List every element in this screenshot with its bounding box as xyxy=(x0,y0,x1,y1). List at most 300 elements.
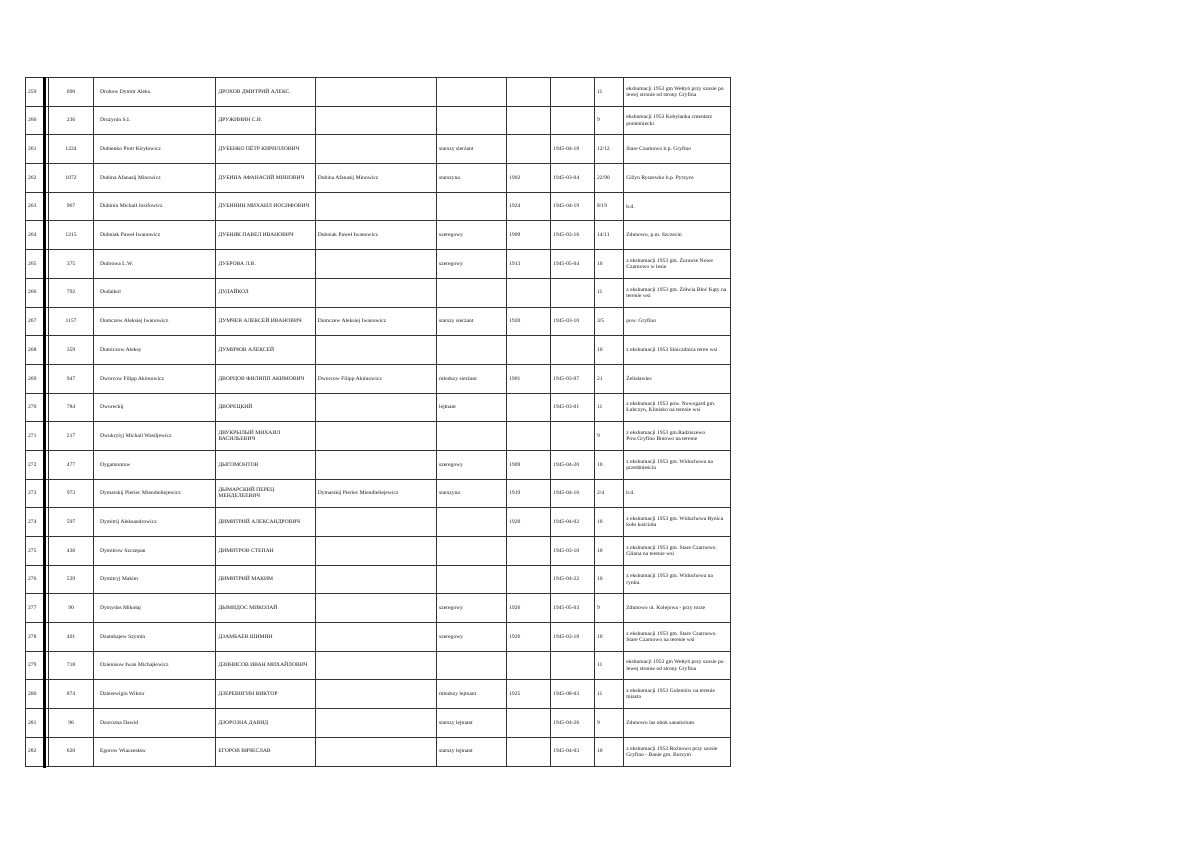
burial-place-cell xyxy=(624,651,731,680)
name-patronymic-cell-text: Dymarskij Pieriec Miendieliejewicz xyxy=(317,490,399,497)
rank-cell-text: starszy sierżant xyxy=(439,318,474,325)
register-rows xyxy=(26,78,731,767)
name-russian-cell xyxy=(216,651,315,680)
name-polish-cell xyxy=(93,565,215,594)
rank-cell xyxy=(437,307,507,336)
grave-number-cell xyxy=(594,422,623,451)
name-polish-cell xyxy=(93,623,215,652)
table-row xyxy=(26,221,731,250)
row-number-cell-text: 268 xyxy=(28,346,37,353)
name-russian-cell xyxy=(216,106,315,135)
burial-place-cell-text: z ekshumacji 1953 gm. Stare Czarnowo. Glinna na terenie wsi xyxy=(626,544,717,557)
grave-number-cell-text: 11 xyxy=(596,662,603,669)
grave-number-cell xyxy=(594,78,623,107)
name-russian-cell-text: ДВОРЦОВ ФИЛИПП АКИМОВИЧ xyxy=(218,375,305,382)
rank-cell xyxy=(437,450,507,479)
name-patronymic-cell xyxy=(315,651,436,680)
burial-place-cell-text: z ekshumacji 1953 Rożnowo przy szosie Gryfino - Banie gm. Borzym xyxy=(626,745,718,758)
record-number-cell xyxy=(49,450,94,479)
death-date-cell-text: 1945-04-19 xyxy=(553,203,580,210)
record-number-cell-text: 96 xyxy=(68,719,74,726)
name-polish-cell xyxy=(93,250,215,279)
birth-year-cell xyxy=(507,393,551,422)
burial-place-cell xyxy=(624,537,731,566)
name-polish-cell-text: Egorow Wiaczesław xyxy=(99,748,146,755)
birth-year-cell xyxy=(507,192,551,221)
row-number-cell-text: 278 xyxy=(28,633,37,640)
name-russian-cell xyxy=(216,737,315,766)
name-polish-cell xyxy=(93,393,215,422)
rank-cell-text: młodszy lejtnant xyxy=(439,691,477,698)
record-number-cell xyxy=(49,221,94,250)
birth-year-cell xyxy=(507,422,551,451)
record-number-cell xyxy=(49,307,94,336)
record-number-cell xyxy=(49,508,94,537)
name-polish-cell xyxy=(93,680,215,709)
burial-place-cell-text: pow. Gryfino xyxy=(626,318,657,325)
name-polish-cell xyxy=(93,192,215,221)
row-number-cell-text: 282 xyxy=(28,748,37,755)
burial-place-cell-text: z ekshumacji 1953 Siniczdnica teren wsi xyxy=(626,346,718,353)
row-number-cell-text: 274 xyxy=(28,518,37,525)
name-polish-cell xyxy=(93,135,215,164)
name-polish-cell xyxy=(93,594,215,623)
grave-number-cell xyxy=(594,680,623,709)
birth-year-cell xyxy=(507,737,551,766)
name-polish-cell-text: Dzambajew Szymin xyxy=(99,633,146,640)
birth-year-cell-text: 1926 xyxy=(509,633,521,640)
burial-place-cell xyxy=(624,307,731,336)
record-number-cell-text: 401 xyxy=(66,633,76,640)
birth-year-cell-text: 1920 xyxy=(509,518,521,525)
rank-cell-text: szeregowy xyxy=(439,461,463,468)
name-patronymic-cell xyxy=(315,364,436,393)
rank-cell-text: starszyna xyxy=(439,174,460,181)
birth-year-cell xyxy=(507,508,551,537)
record-number-cell xyxy=(49,565,94,594)
birth-year-cell xyxy=(507,709,551,738)
name-polish-cell-text: Dubina Afanasij Minowicz xyxy=(99,174,161,181)
death-date-cell-text: 1945-04-03 xyxy=(553,748,580,755)
grave-number-cell xyxy=(594,164,623,193)
name-polish-cell xyxy=(93,78,215,107)
rank-cell-text: starszyna xyxy=(439,490,460,497)
rank-cell xyxy=(437,680,507,709)
death-date-cell xyxy=(551,737,595,766)
name-polish-cell-text: Dubienko Piotr Kiryłowicz xyxy=(99,146,161,152)
burial-place-cell xyxy=(624,422,731,451)
name-russian-cell xyxy=(216,278,315,307)
name-patronymic-cell xyxy=(315,278,436,307)
record-number-cell xyxy=(49,623,94,652)
name-patronymic-cell xyxy=(315,450,436,479)
death-date-cell-text: 1945-04-16 xyxy=(553,490,580,497)
burial-place-cell-text: z ekshumacji 1953 Goleniów na terenie miasta xyxy=(626,688,715,701)
record-number-cell xyxy=(49,479,94,508)
name-russian-cell xyxy=(216,565,315,594)
name-russian-cell-text: ДУМЧЕВ АЛЕКСЕЙ ИВАНОВИЧ xyxy=(218,318,302,325)
record-number-cell xyxy=(49,278,94,307)
name-patronymic-cell-text: Dumczew Aleksiej Iwanowicz xyxy=(317,318,387,325)
rank-cell xyxy=(437,537,507,566)
name-russian-cell xyxy=(216,623,315,652)
name-russian-cell xyxy=(216,479,315,508)
name-russian-cell xyxy=(216,164,315,193)
record-number-cell xyxy=(49,651,94,680)
rank-cell xyxy=(437,192,507,221)
record-number-cell xyxy=(49,164,94,193)
name-patronymic-cell xyxy=(315,680,436,709)
death-date-cell xyxy=(551,623,595,652)
birth-year-cell xyxy=(507,135,551,164)
birth-year-cell xyxy=(507,221,551,250)
name-russian-cell xyxy=(216,250,315,279)
burial-place-cell xyxy=(624,364,731,393)
table-row xyxy=(26,565,731,594)
death-date-cell xyxy=(551,78,595,107)
death-date-cell xyxy=(551,307,595,336)
burial-place-cell xyxy=(624,393,731,422)
record-number-cell xyxy=(49,594,94,623)
birth-year-cell xyxy=(507,623,551,652)
birth-year-cell xyxy=(507,594,551,623)
death-date-cell xyxy=(551,651,595,680)
name-patronymic-cell-text: Dubina Afanasij Minowicz xyxy=(317,174,379,181)
grave-number-cell-text: 14/11 xyxy=(596,232,610,239)
name-russian-cell xyxy=(216,508,315,537)
rank-cell xyxy=(437,221,507,250)
birth-year-cell xyxy=(507,164,551,193)
birth-year-cell-text: 1909 xyxy=(509,461,521,468)
table-row xyxy=(26,594,731,623)
record-number-cell-text: 973 xyxy=(66,490,76,497)
rank-cell xyxy=(437,623,507,652)
grave-number-cell xyxy=(594,565,623,594)
rank-cell xyxy=(437,78,507,107)
burial-place-cell xyxy=(624,479,731,508)
name-polish-cell-text: Dworcow Filipp Akimowicz xyxy=(99,375,164,382)
record-number-cell-text: 947 xyxy=(66,375,76,382)
name-russian-cell xyxy=(216,393,315,422)
name-russian-cell xyxy=(216,680,315,709)
grave-number-cell-text: 10 xyxy=(596,633,603,640)
table-row xyxy=(26,135,731,164)
rank-cell xyxy=(437,651,507,680)
grave-number-cell-text: 11 xyxy=(596,404,603,411)
name-russian-cell-text: ДЗИНИСОВ ИВАН МИХАЙЛОВИЧ xyxy=(218,662,308,669)
death-date-cell xyxy=(551,164,595,193)
burial-place-cell-text: z ekshumacji 1953 gm. Stare Czarnowo. Stare Czarnowo na terenie wsi xyxy=(626,630,717,643)
name-polish-cell-text: Dubinin Michaił Josifowicz xyxy=(99,203,163,210)
burial-place-cell xyxy=(624,164,731,193)
name-russian-cell xyxy=(216,78,315,107)
burial-place-cell-text: b.d. xyxy=(626,203,635,210)
record-number-cell-text: 90 xyxy=(68,605,74,611)
table-row xyxy=(26,508,731,537)
rank-cell-text: szeregowy xyxy=(439,605,463,611)
name-patronymic-cell xyxy=(315,135,436,164)
grave-number-cell-text: 10 xyxy=(596,518,603,525)
burial-place-cell-text: Zdunowo ul. Kolejowa - przy torze xyxy=(626,605,706,612)
grave-number-cell-text: 10 xyxy=(596,260,603,267)
grave-number-cell-text: 21 xyxy=(596,375,603,382)
record-number-cell-text: 784 xyxy=(66,404,76,411)
burial-place-cell-text: Zdunowo, p.m. Szczecin xyxy=(626,232,682,239)
birth-year-cell xyxy=(507,537,551,566)
name-polish-cell xyxy=(93,164,215,193)
grave-number-cell xyxy=(594,336,623,365)
table-row xyxy=(26,479,731,508)
birth-year-cell-text: 1902 xyxy=(509,174,521,181)
table-row xyxy=(26,623,731,652)
row-number-cell-text: 260 xyxy=(28,117,37,124)
name-polish-cell xyxy=(93,422,215,451)
burial-place-cell xyxy=(624,680,731,709)
rank-cell xyxy=(437,250,507,279)
name-russian-cell-text: ДУБНЯК ПАВЕЛ ИВАНОВИЧ xyxy=(218,232,294,239)
name-patronymic-cell-text: Dworcow Filipp Akimowicz xyxy=(317,375,382,382)
row-number-cell-text: 263 xyxy=(28,203,37,210)
row-number-cell-text: 262 xyxy=(28,174,37,181)
left-thick-rule xyxy=(43,77,46,768)
table-row xyxy=(26,164,731,193)
name-patronymic-cell xyxy=(315,393,436,422)
rank-cell xyxy=(437,393,507,422)
name-russian-cell xyxy=(216,537,315,566)
burial-place-cell xyxy=(624,565,731,594)
death-date-cell-text: 1945-03-07 xyxy=(553,375,580,382)
record-number-cell xyxy=(49,364,94,393)
grave-number-cell xyxy=(594,450,623,479)
record-number-cell xyxy=(49,250,94,279)
name-polish-cell-text: Dymarskij Pieriec Miendieliejewicz xyxy=(99,490,181,497)
burial-place-cell-text: z ekshumacji 1953 pow. Nowogard gm. Łubczyn, Klinisko na terenie wsi xyxy=(626,401,716,414)
name-russian-cell-text: ДУБИНИН МИХАИЛ ИОСИФОВИЧ xyxy=(218,203,310,210)
table-row xyxy=(26,106,731,135)
burial-place-cell-text: z ekshumacji 1953 gm.Radziszewo Pow.Gryfino Binowo na terenie xyxy=(626,429,706,443)
name-patronymic-cell xyxy=(315,565,436,594)
death-date-cell xyxy=(551,709,595,738)
row-number-cell-text: 267 xyxy=(28,318,37,325)
birth-year-cell-text: 1925 xyxy=(509,691,521,698)
grave-number-cell xyxy=(594,364,623,393)
name-russian-cell-text: ДУБЕНКО ПЁТР КИРИЛЛОВИЧ xyxy=(218,146,300,152)
rank-cell-text: starszy lejtnant xyxy=(439,748,473,755)
table-row xyxy=(26,192,731,221)
name-polish-cell xyxy=(93,307,215,336)
death-date-cell xyxy=(551,422,595,451)
name-russian-cell-text: ДВОРЕЦКИЙ xyxy=(218,404,253,411)
name-polish-cell xyxy=(93,709,215,738)
row-number-cell-text: 276 xyxy=(28,576,37,583)
death-date-cell-text: 1945-03-04 xyxy=(553,174,580,181)
name-russian-cell-text: ДИМИТРИЙ АЛЕКСАНДРОВИЧ xyxy=(218,518,301,525)
record-number-cell xyxy=(49,135,94,164)
name-patronymic-cell xyxy=(315,508,436,537)
name-polish-cell-text: Dubrowa L.W. xyxy=(99,260,134,267)
name-polish-cell xyxy=(93,737,215,766)
grave-number-cell-text: 11 xyxy=(596,289,603,296)
burial-register-table xyxy=(25,77,731,767)
birth-year-cell xyxy=(507,450,551,479)
name-russian-cell xyxy=(216,364,315,393)
rank-cell xyxy=(437,479,507,508)
burial-place-cell xyxy=(624,594,731,623)
burial-place-cell xyxy=(624,192,731,221)
rank-cell-text: lejtnant xyxy=(439,404,456,411)
burial-place-cell xyxy=(624,278,731,307)
name-polish-cell xyxy=(93,364,215,393)
row-number-cell-text: 266 xyxy=(28,289,37,296)
name-polish-cell xyxy=(93,450,215,479)
name-patronymic-cell xyxy=(315,479,436,508)
birth-year-cell-text: 1926 xyxy=(509,605,521,611)
name-russian-cell xyxy=(216,709,315,738)
row-number-cell-text: 275 xyxy=(28,547,37,554)
name-polish-cell-text: Dymitrow Szczepan xyxy=(99,547,146,554)
burial-place-cell-text: ekshumacji 1953 gm Wełtyń przy szosie po lewej stronie od strony Gryfina xyxy=(626,659,724,672)
grave-number-cell xyxy=(594,393,623,422)
birth-year-cell xyxy=(507,565,551,594)
record-number-cell-text: 236 xyxy=(66,117,76,124)
name-russian-cell xyxy=(216,594,315,623)
rank-cell xyxy=(437,164,507,193)
row-number-cell-text: 271 xyxy=(28,432,37,439)
rank-cell-text: szeregowy xyxy=(439,232,463,239)
birth-year-cell xyxy=(507,250,551,279)
death-date-cell xyxy=(551,106,595,135)
burial-place-cell-text: Stare Czarnowo b.p. Gryfino xyxy=(626,146,692,153)
death-date-cell xyxy=(551,364,595,393)
burial-place-cell xyxy=(624,508,731,537)
rank-cell xyxy=(437,565,507,594)
name-patronymic-cell xyxy=(315,106,436,135)
name-russian-cell xyxy=(216,336,315,365)
name-patronymic-cell xyxy=(315,336,436,365)
record-number-cell xyxy=(49,336,94,365)
row-number-cell-text: 265 xyxy=(28,260,37,267)
record-number-cell xyxy=(49,422,94,451)
table-row xyxy=(26,307,731,336)
row-number-cell-text: 259 xyxy=(28,88,37,95)
grave-number-cell-text: 9 xyxy=(596,605,600,611)
rank-cell-text: starszy lejtnant xyxy=(439,719,473,726)
grave-number-cell-text: 9 xyxy=(596,432,600,439)
register-sheet xyxy=(25,77,731,767)
row-number-cell-text: 280 xyxy=(28,691,37,698)
burial-place-cell xyxy=(624,737,731,766)
name-patronymic-cell xyxy=(315,623,436,652)
name-russian-cell xyxy=(216,221,315,250)
name-polish-cell xyxy=(93,479,215,508)
birth-year-cell-text: 1913 xyxy=(509,260,521,267)
record-number-cell xyxy=(49,537,94,566)
birth-year-cell-text: 1920 xyxy=(509,318,521,325)
grave-number-cell-text: 10 xyxy=(596,461,603,468)
death-date-cell xyxy=(551,192,595,221)
grave-number-cell-text: 3/5 xyxy=(596,318,605,325)
grave-number-cell xyxy=(594,221,623,250)
name-patronymic-cell xyxy=(315,221,436,250)
record-number-cell xyxy=(49,393,94,422)
burial-place-cell-text: z ekshumacji 1953 gm. Widuchowa Rynica koło kościoła xyxy=(626,516,724,529)
burial-place-cell-text: Żelisławiec xyxy=(626,375,653,382)
birth-year-cell xyxy=(507,479,551,508)
grave-number-cell xyxy=(594,709,623,738)
death-date-cell xyxy=(551,250,595,279)
rank-cell xyxy=(437,364,507,393)
table-row xyxy=(26,709,731,738)
death-date-cell-text: 1945-03-01 xyxy=(553,404,580,411)
record-number-cell-text: 1215 xyxy=(65,232,77,239)
death-date-cell xyxy=(551,594,595,623)
name-russian-cell xyxy=(216,307,315,336)
name-russian-cell xyxy=(216,450,315,479)
record-number-cell-text: 620 xyxy=(66,748,76,755)
rank-cell xyxy=(437,737,507,766)
record-number-cell-text: 539 xyxy=(66,576,76,583)
grave-number-cell-text: 9 xyxy=(596,117,600,124)
name-polish-cell-text: Dygamontow xyxy=(99,461,131,468)
death-date-cell xyxy=(551,537,595,566)
row-number-cell-text: 277 xyxy=(28,605,37,611)
burial-place-cell xyxy=(624,623,731,652)
burial-place-cell xyxy=(624,336,731,365)
row-number-cell-text: 281 xyxy=(28,719,37,726)
name-patronymic-cell xyxy=(315,307,436,336)
record-number-cell-text: 690 xyxy=(66,88,76,95)
name-russian-cell-text: ДИМИТРОВ СТЕПАН xyxy=(218,547,274,554)
grave-number-cell xyxy=(594,537,623,566)
rank-cell xyxy=(437,336,507,365)
record-number-cell xyxy=(49,106,94,135)
birth-year-cell xyxy=(507,364,551,393)
name-polish-cell-text: Dworeckij xyxy=(99,404,124,411)
table-row xyxy=(26,737,731,766)
grave-number-cell xyxy=(594,278,623,307)
burial-place-cell xyxy=(624,78,731,107)
name-polish-cell-text: Drużynin S.I. xyxy=(99,117,131,124)
burial-place-cell-text: z ekshumacji 1953 gm. Widuchowa na przedmieściu xyxy=(626,458,713,471)
table-row xyxy=(26,250,731,279)
birth-year-cell xyxy=(507,307,551,336)
death-date-cell-text: 1945-08-03 xyxy=(553,691,580,698)
row-number-cell-text: 272 xyxy=(28,461,37,468)
burial-place-cell-text: b.d. xyxy=(626,490,635,497)
burial-place-cell xyxy=(624,709,731,738)
table-row xyxy=(26,364,731,393)
death-date-cell xyxy=(551,135,595,164)
grave-number-cell xyxy=(594,651,623,680)
death-date-cell xyxy=(551,508,595,537)
row-number-cell-text: 264 xyxy=(28,232,37,239)
name-polish-cell xyxy=(93,537,215,566)
name-russian-cell-text: ДЫМАРСКИЙ ПЕРЕЦ МЕНДЕЛЕЕВИЧ xyxy=(218,487,275,500)
name-polish-cell-text: Dymydos Mikołaj xyxy=(99,605,141,611)
death-date-cell-text: 1945-04-22 xyxy=(553,576,580,583)
name-russian-cell xyxy=(216,422,315,451)
name-polish-cell xyxy=(93,221,215,250)
table-row xyxy=(26,393,731,422)
name-russian-cell-text: ДУБРОВА Л.В. xyxy=(218,260,256,267)
name-polish-cell-text: Dzierewigin Wiktor xyxy=(99,691,145,698)
name-polish-cell-text: Dumczew Aleksiej Iwanowicz xyxy=(99,318,169,325)
grave-number-cell xyxy=(594,737,623,766)
grave-number-cell-text: 12/12 xyxy=(596,146,610,152)
row-number-cell-text: 261 xyxy=(28,146,37,152)
rank-cell-text: starszy sierżant xyxy=(439,146,474,152)
row-number-cell-text: 273 xyxy=(28,490,37,497)
